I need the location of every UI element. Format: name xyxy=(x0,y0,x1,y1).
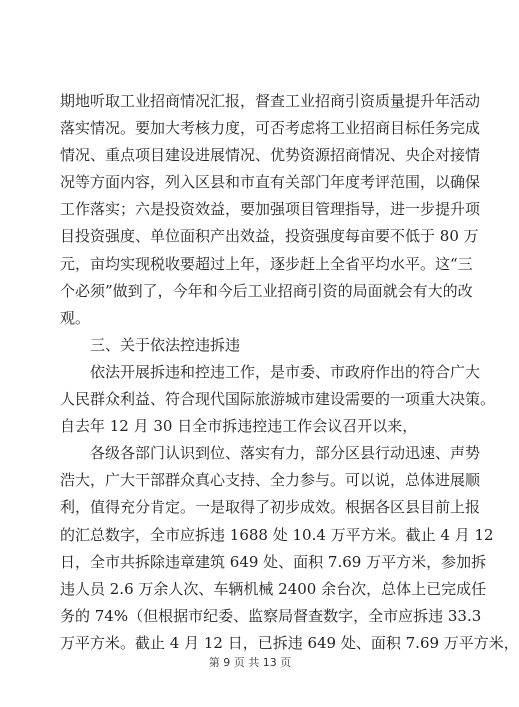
text-line: 期地听取工业招商情况汇报，督查工业招商引资质量提升年活动 xyxy=(60,92,481,110)
body-text xyxy=(60,88,519,657)
section-heading: 三、关于依法控违拆违 xyxy=(60,335,241,354)
text-line: 各级各部门认识到位、落实有力，部分区县行动迅速、声势 xyxy=(60,444,481,463)
text-line: 万平方米。截止 4 月 12 日，已拆违 649 处、面积 7.69 万平方米， xyxy=(60,633,519,652)
text-line: 落实情况。要加大考核力度，可否考虑将工业招商目标任务完成 xyxy=(60,119,481,138)
text-line: 的汇总数字，全市应拆违 1688 处 10.4 万平方米。截止 4 月 12 xyxy=(60,525,494,544)
text-line: 浩大，广大干部群众真心支持、全力参与。可以说，总体进展顺 xyxy=(60,471,481,490)
text-line: 依法开展拆违和控违工作，是市委、市政府作出的符合广大 xyxy=(60,362,481,381)
text-line: 人民群众利益、符合现代国际旅游城市建设需要的一项重大决策。 xyxy=(60,390,496,409)
text-line: 利，值得充分肯定。一是取得了初步成效。根据各区县目前上报 xyxy=(60,498,481,517)
text-line: 日，全市共拆除违章建筑 649 处、面积 7.69 万平方米，参加拆 xyxy=(60,552,487,571)
text-line: 元，亩均实现税收要超过上年，逐步赶上全省平均水平。这“三 xyxy=(60,254,473,273)
text-line: 目投资强度、单位面积产出效益，投资强度每亩要不低于 80 万 xyxy=(60,227,479,246)
text-line: 况等方面内容，列入区县和市直有关部门年度考评范围，以确保 xyxy=(60,173,481,192)
text-line: 工作落实；六是投资效益，要加强项目管理指导，进一步提升项 xyxy=(60,200,481,219)
text-line: 观。 xyxy=(60,308,91,327)
text-line: 个必须”做到了，今年和今后工业招商引资的局面就会有大的改 xyxy=(60,281,473,300)
text-line: 务的 74%（但根据市纪委、监察局督查数字，全市应拆违 33.3 xyxy=(60,606,482,625)
text-line: 情况、重点项目建设进展情况、优势资源招商情况、央企对接情 xyxy=(60,146,481,165)
page-number-footer: 第 9 页 共 13 页 xyxy=(208,656,292,669)
text-line: 自去年 12 月 30 日全市拆违控违工作会议召开以来， xyxy=(60,417,418,436)
text-line: 违人员 2.6 万余人次、车辆机械 2400 余台次，总体上已完成任 xyxy=(60,579,487,598)
